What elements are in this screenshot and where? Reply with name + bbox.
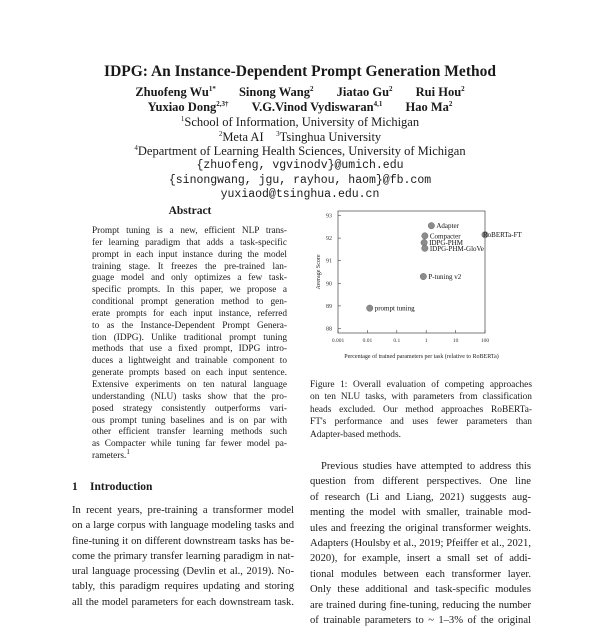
author: V.G.Vinod Vydiswaran$^{4,1}$ (251, 99, 383, 114)
data-point (420, 273, 426, 279)
y-axis-label: Average Score (316, 254, 322, 290)
abstract-line: ous prompt tuning baselines and is on par with (92, 415, 287, 426)
figure-1-caption (310, 379, 532, 441)
body-line: ules and freezing the original transformer weights. (310, 522, 531, 534)
author: Hao Ma$^2$ (405, 99, 453, 114)
body-line: are trained during fine-tuning, reducing the number (310, 599, 531, 611)
body-line: Previous studies have attempted to address this (321, 461, 531, 472)
author: Zhuofeng $Wu^{1*}$ (135, 84, 216, 99)
body-line: menting the model with smaller, trainable mod- (310, 507, 531, 519)
intro-right-column (310, 459, 531, 628)
body-line: come the primary transfer learning paradigm in nat- (72, 550, 294, 562)
y-tick-label: 91 (326, 258, 332, 265)
abstract-line: training stage. It freezes the pre-trained lan- (92, 261, 287, 272)
x-tick-label: 0.001 (331, 338, 345, 344)
data-point-label: Adapter (436, 222, 459, 231)
affiliation-4: $^4$Department of Learning Health Sciences, University of Michigan (134, 143, 466, 158)
data-point-label: prompt tuning (374, 304, 415, 313)
data-point-label: RoBERTa-FT (483, 231, 522, 240)
body-line: In recent years, pre-training a transformer model (72, 505, 294, 516)
authors-row-1 (0, 85, 600, 100)
email-line: {zhuofeng, vgvinodv}@umich.edu (196, 159, 404, 172)
y-tick-label: 90 (326, 281, 332, 288)
abstract-body (92, 226, 287, 463)
body-line: tional modules between each transformer layer. (310, 568, 531, 580)
paper-title: IDPG: An Instance-Dependent Prompt Generation Method (104, 63, 496, 80)
data-point (421, 239, 427, 245)
abstract-line: guage model and only optimizes a few task- (92, 273, 287, 284)
body-line: on a large corpus with language modeling tasks and (72, 520, 294, 532)
abstract-line: conditional prompt generation method to gen- (92, 297, 287, 308)
y-tick-label: 92 (326, 236, 332, 243)
caption-line: FT's performance and uses fewer parameters than (310, 417, 532, 428)
affiliation-1: $^1$School of Information, University of Michigan (180, 114, 420, 129)
data-point (422, 233, 428, 239)
plot-frame (338, 211, 485, 333)
caption-line: heads excluded. Our method approaches RoBERTa- (310, 404, 532, 415)
body-line: all the model parameters for each downstream task. (72, 596, 294, 608)
body-line: Only these additional and task-specific modules (310, 584, 531, 596)
y-tick-label: 88 (326, 326, 332, 333)
authors-row-2 (0, 100, 600, 115)
data-point-label: IDPG-PHM-GloVe (429, 244, 484, 253)
author: Sinong Wang$^2$ (238, 84, 314, 99)
abstract-line: as Compacter while tuning far fewer model pa- (92, 439, 287, 450)
y-tick-label: 93 (326, 213, 332, 220)
abstract-line: posed strategy consistently outperforms vari- (92, 403, 287, 414)
body-line: fine-tuning it on different downstream tasks has be- (72, 535, 294, 547)
data-point (428, 222, 434, 228)
abstract-line: duces a lightweight and trainable component to (92, 356, 287, 367)
abstract-line: understanding (NLU) tasks show that the pro- (92, 391, 287, 402)
body-line: 2020), for example, insert a small set of addi- (310, 553, 531, 565)
x-tick-label: 1 (424, 338, 428, 344)
data-point-label: Compacter (429, 232, 461, 241)
abstract-line: methods that use a fixed prompt, IDPG intro- (92, 344, 287, 355)
body-line: ural language processing (Devlin et al., 2019). No- (72, 566, 294, 578)
affiliation-2-3: $^2$Meta AI $^3$Tsinghua University (218, 129, 382, 144)
abstract-line: to as the Instance-Dependent Prompt Genera- (92, 320, 287, 331)
caption-line: Figure 1: Overall evaluation of competing approaches (310, 380, 532, 390)
data-point-label: P-tuning v2 (428, 273, 462, 282)
data-point (367, 305, 373, 311)
abstract-line: Prompt tuning is a new, efficient NLP trans- (92, 226, 287, 236)
body-line: tably, this paradigm requires updating and storing (72, 581, 294, 593)
y-tick-label: 89 (326, 303, 332, 310)
abstract-line: tion (IDPG). Unlike traditional prompt tuning (92, 332, 287, 343)
abstract-line: Extensive experiments on ten natural language (92, 379, 287, 390)
x-axis-label: Percentage of trained parameters per task (relative to RoBERTa) (344, 354, 499, 360)
abstract-line: specific prompts. In this paper, we propose a (92, 285, 287, 296)
abstract-line: other efficient transfer learning methods such (92, 427, 287, 438)
author: Jiatao Gu$^2$ (336, 84, 393, 99)
caption-line: on ten NLU tasks, with parameters from classification (310, 392, 532, 403)
x-tick-label: 100 (480, 338, 490, 344)
abstract-line: fer learning paradigm that adds a task-specific (92, 237, 287, 248)
data-point-label: IDPG-PHM (429, 239, 463, 248)
abstract-line: erate prompts for each input instance, referred (92, 308, 287, 319)
figure-1-chart (305, 205, 535, 370)
intro-left-column (72, 503, 294, 610)
abstract-line: prompt in each input instance during the model (92, 249, 287, 260)
author: Yuxiao Dong$^{2,3\dagger}$ (147, 99, 229, 114)
footnote-mark: 1 (126, 447, 130, 456)
body-line: Adapters (Houlsby et al., 2019; Pfeiffer et al., 2021, (310, 538, 531, 550)
body-line: of research (Li and Liang, 2021) suggests aug- (310, 491, 531, 503)
email-line: yuxiaod@tsinghua.edu.cn (220, 188, 380, 201)
section-heading: 1 Introduction (72, 481, 153, 493)
x-tick-label: 0.1 (393, 338, 401, 344)
abstract-line: rameters.$^1$ (92, 447, 130, 462)
author: Rui Hou$^2$ (415, 84, 465, 99)
caption-line: Adapter-based methods. (310, 429, 401, 440)
x-tick-label: 0.01 (362, 338, 373, 344)
abstract-line: generate prompts based on each input sentence. (92, 368, 287, 379)
email-line: {sinongwang, jgu, rayhou, haom}@fb.com (168, 174, 432, 187)
x-tick-label: 10 (452, 338, 459, 344)
body-line: of trainable parameters to ~ 1–3% of the original (310, 615, 531, 627)
abstract-heading: Abstract (168, 205, 212, 217)
data-point (422, 245, 428, 251)
body-line: question from different perspectives. One line (310, 476, 531, 488)
